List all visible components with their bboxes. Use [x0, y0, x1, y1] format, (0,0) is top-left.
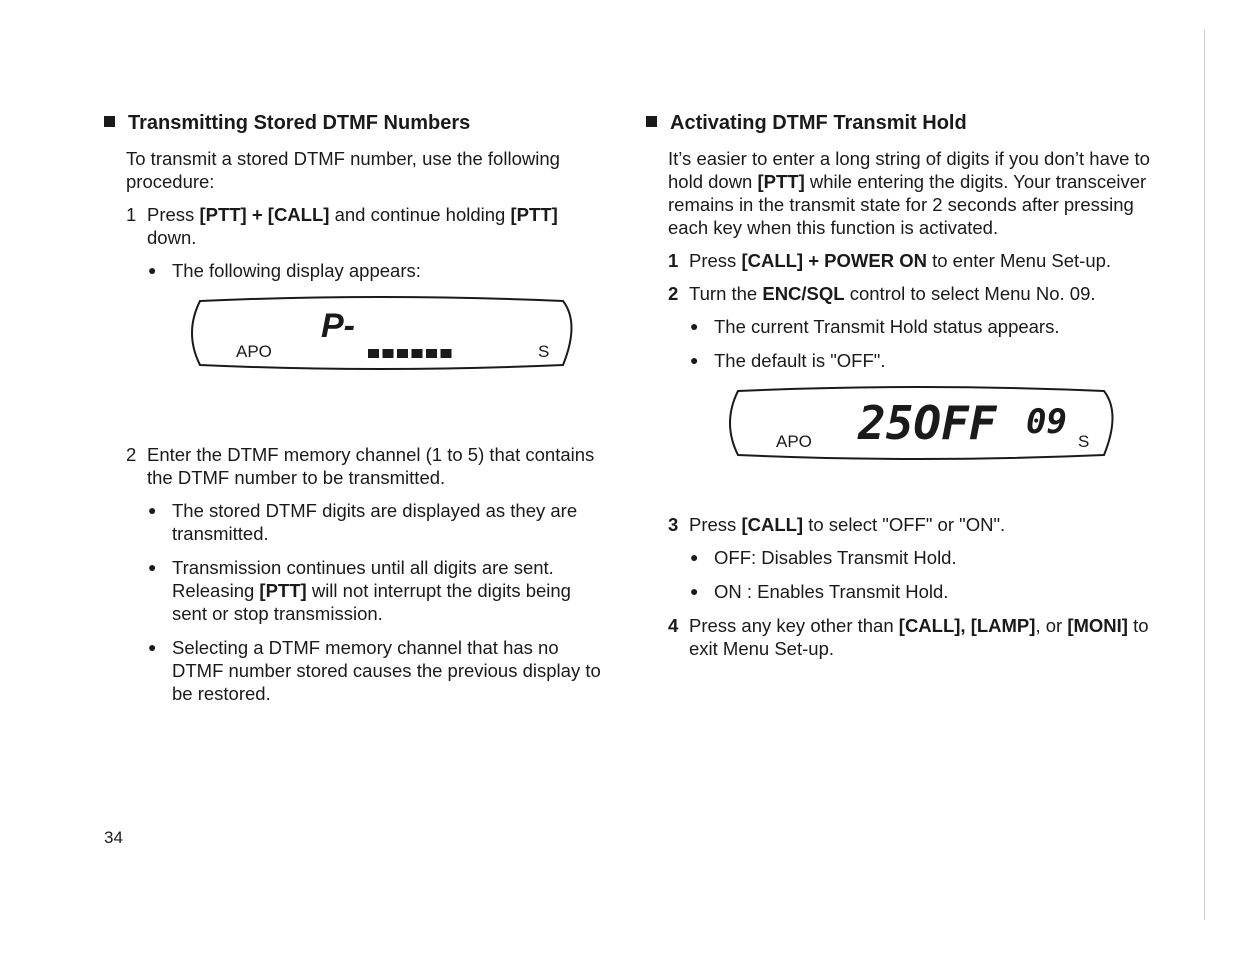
- intro-paragraph-right: It’s easier to enter a long string of digits if you don’t have to hold down [PTT] while entering the digits. Your transceiver remains in the transmit state for 2 seconds after pressing each key when this function is activated.: [668, 148, 1150, 238]
- bullet-status-appears: ● The current Transmit Hold status appears.: [690, 316, 1060, 337]
- lcd-frame-2: [726, 383, 1121, 473]
- square-bullet-icon: [104, 116, 115, 127]
- lcd-display-2: [726, 383, 1151, 513]
- signal-block: [412, 349, 423, 358]
- lcd-main-readout-1: P-: [321, 307, 355, 345]
- bullet-digits-displayed: ● The stored DTMF digits are displayed as they are transmitted.: [148, 500, 578, 544]
- lcd-menu-number: 09: [1026, 402, 1067, 442]
- bullet-off-disables: ● OFF: Disables Transmit Hold.: [690, 547, 957, 568]
- bullet-empty-channel: ● Selecting a DTMF memory channel that has no DTMF number stored causes the previous display to be restored.: [148, 637, 601, 704]
- lcd-main-readout-2: 25OFF: [858, 396, 997, 450]
- section-heading-transmitting: Transmitting Stored DTMF Numbers: [104, 112, 609, 135]
- bullet-default-off: ● The default is "OFF".: [690, 350, 886, 371]
- right-column: [646, 112, 1151, 670]
- bullet-dot-icon: ●: [148, 502, 157, 518]
- signal-blocks: [368, 349, 452, 358]
- bullet-dot-icon: ●: [148, 559, 157, 575]
- signal-block: [368, 349, 379, 358]
- step-3-right: 3 Press [CALL] to select "OFF" or "ON".: [668, 514, 1006, 535]
- s-indicator: S: [538, 342, 550, 361]
- step-1-text: Press [PTT] + [CALL] and continue holding [PTT] down.: [147, 204, 558, 248]
- left-column: [104, 112, 609, 716]
- signal-block: [397, 349, 408, 358]
- signal-block: [426, 349, 437, 358]
- apo-indicator: APO: [236, 342, 272, 361]
- bullet-display-appears: ● The following display appears:: [148, 260, 421, 281]
- intro-paragraph: To transmit a stored DTMF number, use the following procedure:: [126, 148, 560, 192]
- lcd-frame-1: [188, 293, 580, 383]
- bullet-dot-icon: ●: [148, 639, 157, 655]
- bullet-dot-icon: ●: [690, 583, 699, 599]
- square-bullet-icon: [646, 116, 657, 127]
- step-2: 2 Enter the DTMF memory channel (1 to 5) that contains the DTMF number to be transmitted.: [126, 444, 595, 488]
- step-1-right: 1 Press [CALL] + POWER ON to enter Menu Set-up.: [668, 250, 1112, 271]
- bullet-on-enables: ● ON : Enables Transmit Hold.: [690, 581, 949, 602]
- step-4-right: 4 Press any key other than [CALL], [LAMP], or [MONI] to exit Menu Set-up.: [668, 615, 1149, 659]
- signal-block: [441, 349, 452, 358]
- lcd-display-1: [188, 293, 609, 443]
- bullet-dot-icon: ●: [690, 549, 699, 565]
- page-edge-rule: [1204, 30, 1205, 920]
- step-1: 1 Press [PTT] + [CALL] and continue holding [PTT] down.: [126, 203, 609, 249]
- page-number: 34: [104, 828, 123, 847]
- s-indicator: S: [1078, 432, 1090, 451]
- bullet-dot-icon: ●: [690, 352, 699, 368]
- bullet-transmission-continues: ● Transmission continues until all digits are sent. Releasing [PTT] will not interrupt the digits being sent or stop transmission.: [148, 557, 571, 624]
- bullet-dot-icon: ●: [148, 262, 157, 278]
- step-2-right: 2 Turn the ENC/SQL control to select Menu No. 09.: [668, 283, 1096, 304]
- signal-block: [383, 349, 394, 358]
- section-heading-transmit-hold: Activating DTMF Transmit Hold: [646, 112, 1151, 135]
- bullet-dot-icon: ●: [690, 318, 699, 334]
- apo-indicator: APO: [776, 432, 812, 451]
